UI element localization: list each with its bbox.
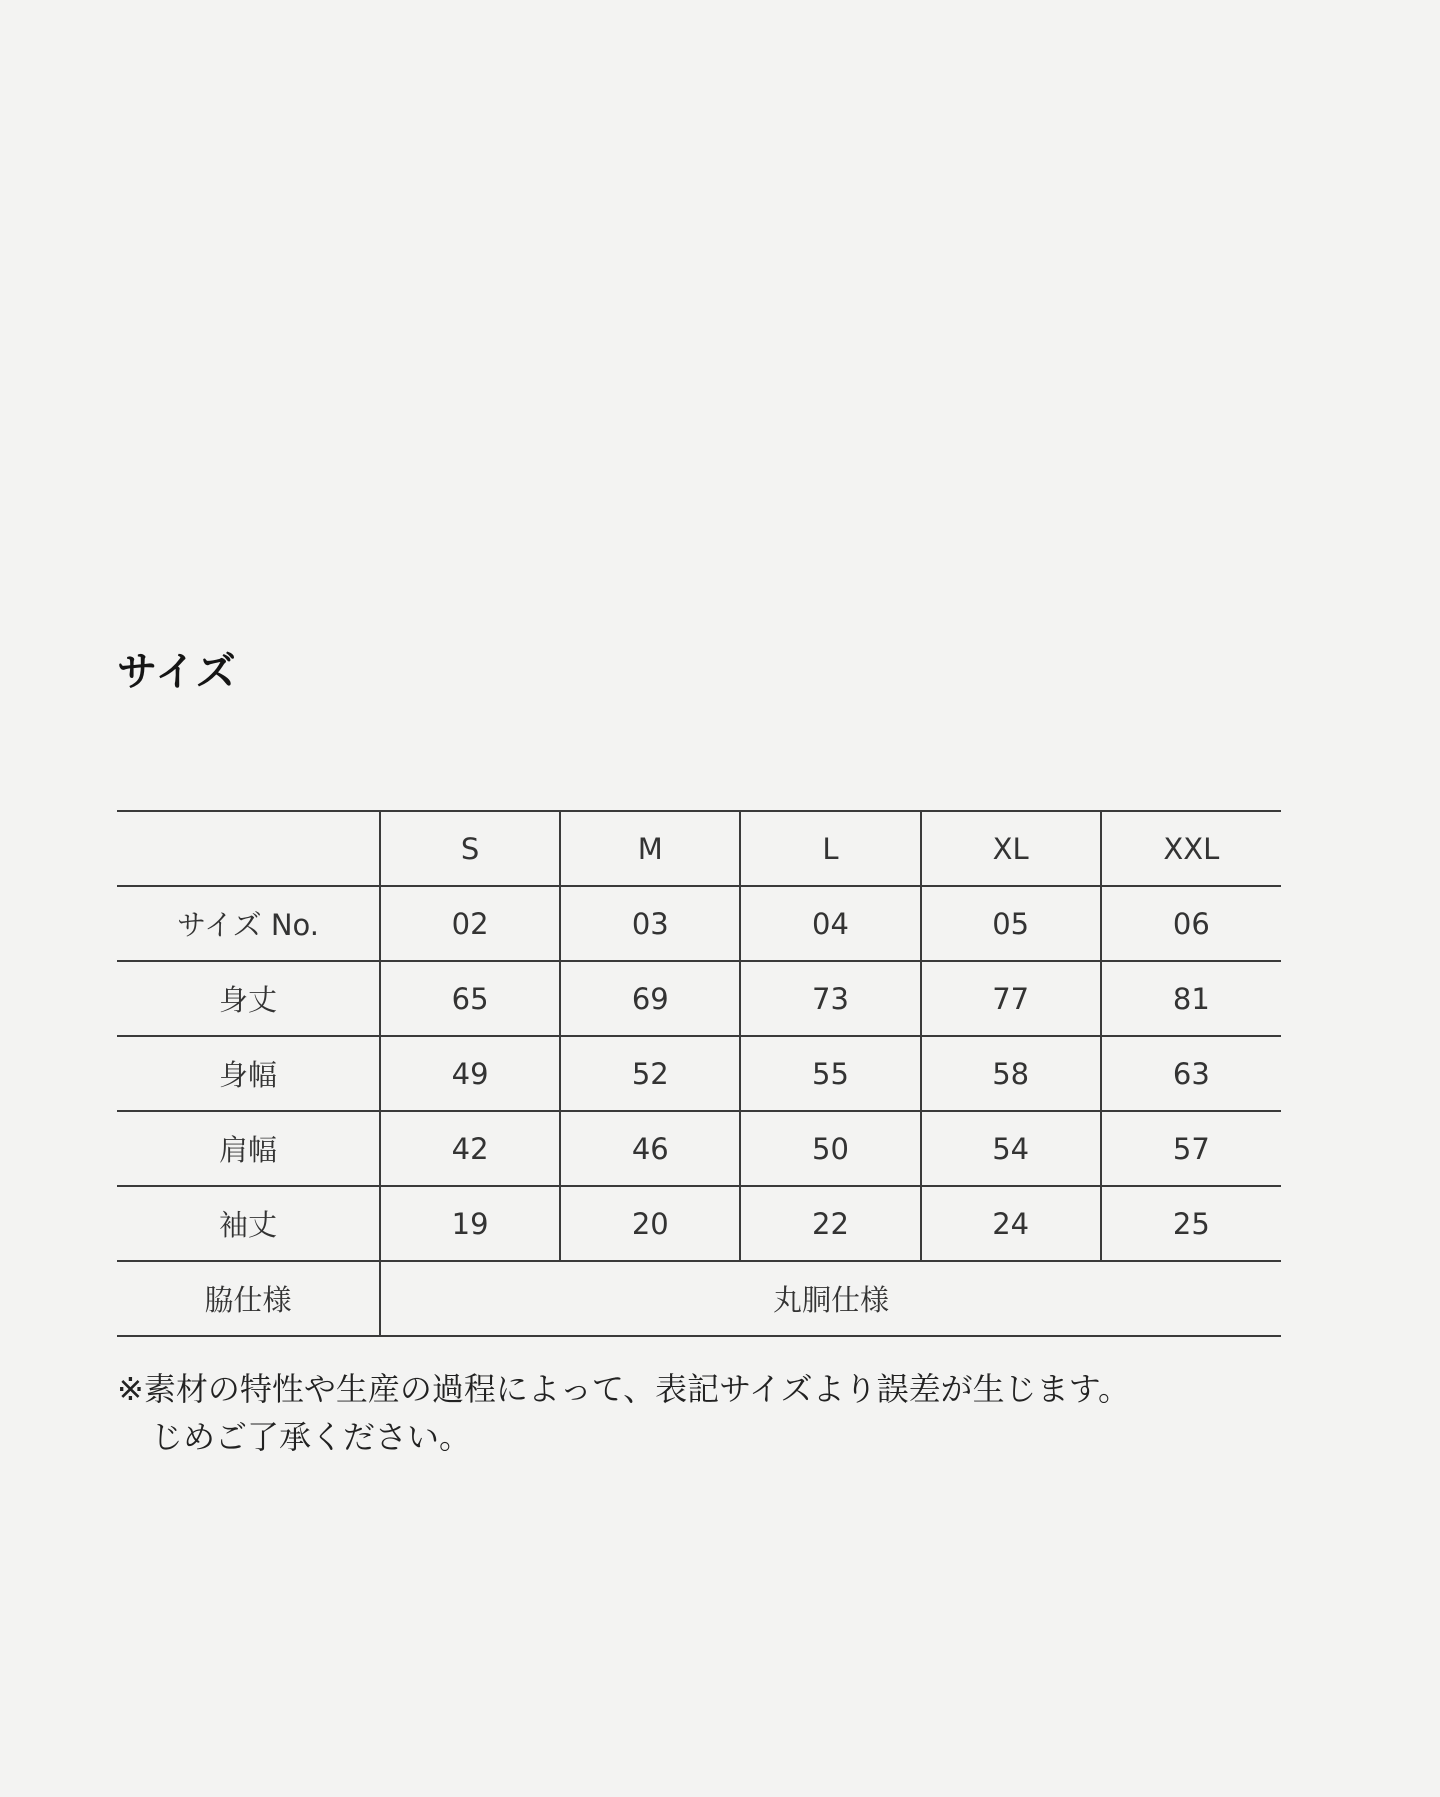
table-cell: 42 (380, 1111, 560, 1186)
table-cell: 55 (740, 1036, 920, 1111)
header-cell-corner (117, 811, 380, 886)
table-cell: 49 (380, 1036, 560, 1111)
side-spec-value: 丸胴仕様 (380, 1261, 1281, 1336)
table-cell: 24 (921, 1186, 1101, 1261)
header-cell-l: L (740, 811, 920, 886)
table-cell: 25 (1101, 1186, 1281, 1261)
row-label: 脇仕様 (117, 1261, 380, 1336)
table-cell: 19 (380, 1186, 560, 1261)
table-cell: 22 (740, 1186, 920, 1261)
table-cell: 50 (740, 1111, 920, 1186)
table-cell: 04 (740, 886, 920, 961)
row-label: 身丈 (117, 961, 380, 1036)
table-cell: 06 (1101, 886, 1281, 961)
header-cell-m: M (560, 811, 740, 886)
table-row-side-spec (117, 1261, 1281, 1336)
table-cell: 46 (560, 1111, 740, 1186)
page-title: サイズ (117, 649, 237, 695)
table-cell: 69 (560, 961, 740, 1036)
table-header-row (117, 811, 1281, 886)
header-cell-xl: XL (921, 811, 1101, 886)
table-cell: 81 (1101, 961, 1281, 1036)
table-cell: 03 (560, 886, 740, 961)
row-label: 身幅 (117, 1036, 380, 1111)
table-cell: 58 (921, 1036, 1101, 1111)
table-row (117, 1186, 1281, 1261)
size-note (117, 1365, 1281, 1461)
table-cell: 57 (1101, 1111, 1281, 1186)
row-label: 袖丈 (117, 1186, 380, 1261)
note-line-1: ※素材の特性や生産の過程によって、表記サイズより誤差が生じます。 (117, 1370, 1131, 1408)
table-row (117, 1036, 1281, 1111)
table-cell: 63 (1101, 1036, 1281, 1111)
table-cell: 73 (740, 961, 920, 1036)
table-row (117, 961, 1281, 1036)
table-cell: 05 (921, 886, 1101, 961)
row-label: サイズ No. (117, 886, 380, 961)
size-table (117, 810, 1281, 1337)
table-cell: 54 (921, 1111, 1101, 1186)
table-cell: 20 (560, 1186, 740, 1261)
header-cell-s: S (380, 811, 560, 886)
table-cell: 52 (560, 1036, 740, 1111)
table-row (117, 886, 1281, 961)
note-line-2: じめご了承ください。 (151, 1418, 472, 1456)
table-cell: 65 (380, 961, 560, 1036)
table-cell: 02 (380, 886, 560, 961)
row-label: 肩幅 (117, 1111, 380, 1186)
table-row (117, 1111, 1281, 1186)
header-cell-xxl: XXL (1101, 811, 1281, 886)
table-cell: 77 (921, 961, 1101, 1036)
